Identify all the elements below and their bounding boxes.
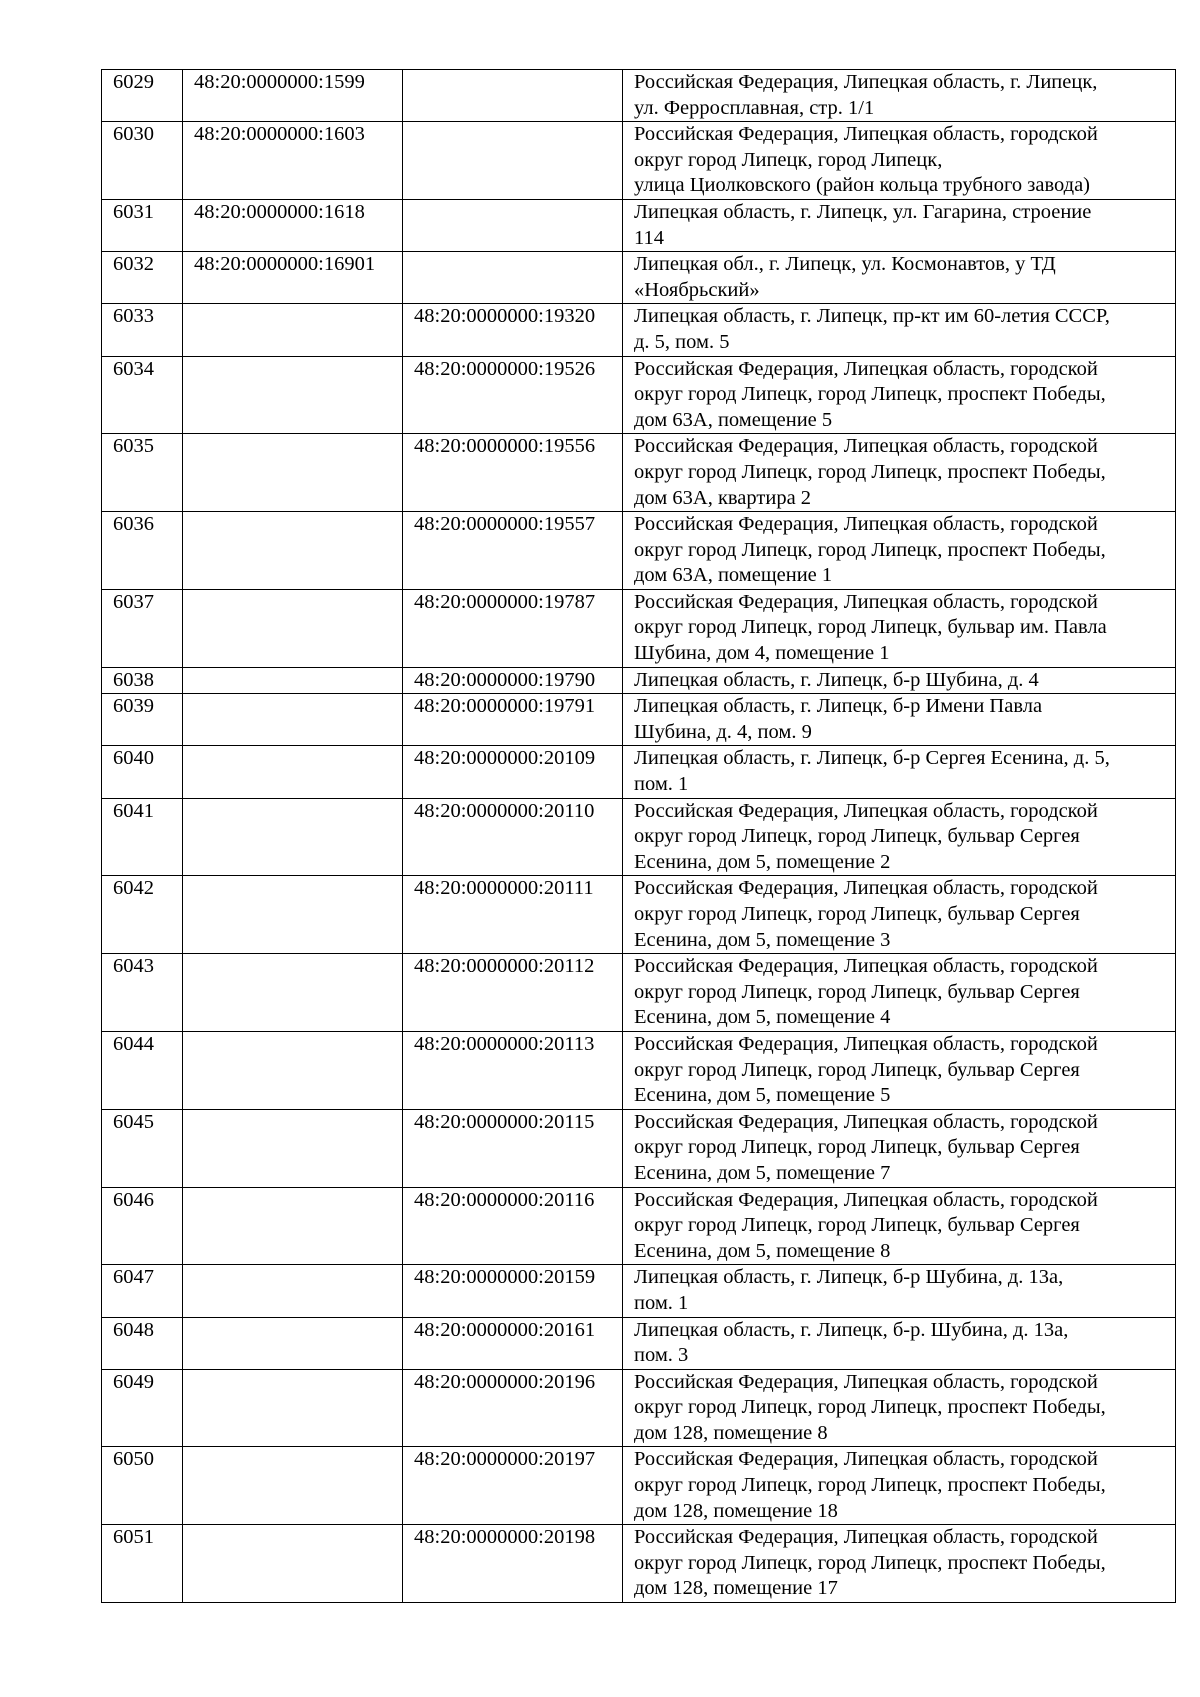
cadastral-number-cell [183,954,403,1032]
address-cell: Российская Федерация, Липецкая область, городской округ город Липецк, город Липецк, бульвар Сергея Есенина, дом 5, помещение 4 [623,954,1176,1032]
cadastral-number-cell [183,304,403,356]
row-number-cell: 6048 [102,1317,183,1369]
cadastral-number-new-cell: 48:20:0000000:20198 [403,1525,623,1603]
cadastral-number-new-cell [403,122,623,200]
address-cell: Липецкая область, г. Липецк, б-р. Шубина, д. 13а, пом. 3 [623,1317,1176,1369]
address-cell: Российская Федерация, Липецкая область, городской округ город Липецк, город Липецк, бульвар Сергея Есенина, дом 5, помещение 8 [623,1187,1176,1265]
table-row [102,694,1176,746]
address-cell: Российская Федерация, Липецкая область, городской округ город Липецк, город Липецк, бульвар Сергея Есенина, дом 5, помещение 5 [623,1031,1176,1109]
table-row [102,1317,1176,1369]
table-row [102,876,1176,954]
row-number-cell: 6030 [102,122,183,200]
table-row [102,512,1176,590]
table-row [102,1031,1176,1109]
registry-table [101,69,1176,1603]
table-row [102,1369,1176,1447]
table-row [102,304,1176,356]
cadastral-number-new-cell: 48:20:0000000:20112 [403,954,623,1032]
cadastral-number-new-cell: 48:20:0000000:19787 [403,589,623,667]
cadastral-number-cell [183,434,403,512]
cadastral-number-cell [183,512,403,590]
row-number-cell: 6050 [102,1447,183,1525]
cadastral-number-cell: 48:20:0000000:16901 [183,252,403,304]
table-row [102,1447,1176,1525]
address-cell: Липецкая область, г. Липецк, б-р Имени Павла Шубина, д. 4, пом. 9 [623,694,1176,746]
table-row [102,1525,1176,1603]
table-row [102,70,1176,122]
table-row [102,1109,1176,1187]
cadastral-number-new-cell: 48:20:0000000:20110 [403,798,623,876]
cadastral-number-new-cell: 48:20:0000000:19320 [403,304,623,356]
cadastral-number-cell [183,694,403,746]
cadastral-number-cell [183,1525,403,1603]
cadastral-number-new-cell: 48:20:0000000:20113 [403,1031,623,1109]
cadastral-number-cell [183,1109,403,1187]
row-number-cell: 6037 [102,589,183,667]
address-cell: Липецкая область, г. Липецк, б-р Шубина, д. 13а, пом. 1 [623,1265,1176,1317]
row-number-cell: 6046 [102,1187,183,1265]
cadastral-number-cell [183,1369,403,1447]
cadastral-number-cell [183,798,403,876]
cadastral-number-new-cell: 48:20:0000000:20116 [403,1187,623,1265]
row-number-cell: 6051 [102,1525,183,1603]
table-row [102,589,1176,667]
cadastral-number-new-cell: 48:20:0000000:20159 [403,1265,623,1317]
address-cell: Липецкая обл., г. Липецк, ул. Космонавтов, у ТД «Ноябрьский» [623,252,1176,304]
row-number-cell: 6042 [102,876,183,954]
cadastral-number-cell [183,746,403,798]
address-cell: Липецкая область, г. Липецк, б-р Сергея Есенина, д. 5, пом. 1 [623,746,1176,798]
row-number-cell: 6044 [102,1031,183,1109]
address-cell: Российская Федерация, Липецкая область, городской округ город Липецк, город Липецк, проспект Победы, дом 128, помещение 18 [623,1447,1176,1525]
cadastral-number-new-cell: 48:20:0000000:20197 [403,1447,623,1525]
table-row [102,356,1176,434]
row-number-cell: 6045 [102,1109,183,1187]
cadastral-number-cell [183,1447,403,1525]
cadastral-number-cell [183,667,403,694]
cadastral-number-cell: 48:20:0000000:1618 [183,199,403,251]
table-row [102,122,1176,200]
cadastral-number-new-cell: 48:20:0000000:19790 [403,667,623,694]
address-cell: Российская Федерация, Липецкая область, городской округ город Липецк, город Липецк, бульвар Сергея Есенина, дом 5, помещение 7 [623,1109,1176,1187]
address-cell: Липецкая область, г. Липецк, пр-кт им 60-летия СССР, д. 5, пом. 5 [623,304,1176,356]
cadastral-number-new-cell: 48:20:0000000:19526 [403,356,623,434]
cadastral-number-cell: 48:20:0000000:1599 [183,70,403,122]
address-cell: Российская Федерация, Липецкая область, городской округ город Липецк, город Липецк, бульвар им. Павла Шубина, дом 4, помещение 1 [623,589,1176,667]
table-row [102,667,1176,694]
row-number-cell: 6047 [102,1265,183,1317]
address-cell: Российская Федерация, Липецкая область, городской округ город Липецк, город Липецк, улица Циолковского (район кольца трубного завода) [623,122,1176,200]
address-cell: Российская Федерация, Липецкая область, городской округ город Липецк, город Липецк, проспект Победы, дом 63А, квартира 2 [623,434,1176,512]
address-cell: Российская Федерация, Липецкая область, городской округ город Липецк, город Липецк, проспект Победы, дом 63А, помещение 1 [623,512,1176,590]
table-row [102,746,1176,798]
table-row [102,954,1176,1032]
row-number-cell: 6033 [102,304,183,356]
row-number-cell: 6036 [102,512,183,590]
row-number-cell: 6043 [102,954,183,1032]
row-number-cell: 6038 [102,667,183,694]
registry-table-body [102,70,1176,1603]
row-number-cell: 6040 [102,746,183,798]
address-cell: Российская Федерация, Липецкая область, городской округ город Липецк, город Липецк, проспект Победы, дом 128, помещение 17 [623,1525,1176,1603]
row-number-cell: 6039 [102,694,183,746]
address-cell: Российская Федерация, Липецкая область, городской округ город Липецк, город Липецк, бульвар Сергея Есенина, дом 5, помещение 2 [623,798,1176,876]
address-cell: Российская Федерация, Липецкая область, городской округ город Липецк, город Липецк, проспект Победы, дом 128, помещение 8 [623,1369,1176,1447]
row-number-cell: 6049 [102,1369,183,1447]
cadastral-number-new-cell: 48:20:0000000:19556 [403,434,623,512]
cadastral-number-cell [183,1317,403,1369]
row-number-cell: 6035 [102,434,183,512]
cadastral-number-cell [183,876,403,954]
cadastral-number-cell [183,1031,403,1109]
cadastral-number-new-cell [403,252,623,304]
address-cell: Российская Федерация, Липецкая область, г. Липецк, ул. Ферросплавная, стр. 1/1 [623,70,1176,122]
row-number-cell: 6029 [102,70,183,122]
cadastral-number-cell [183,589,403,667]
address-cell: Российская Федерация, Липецкая область, городской округ город Липецк, город Липецк, проспект Победы, дом 63А, помещение 5 [623,356,1176,434]
table-row [102,1265,1176,1317]
address-cell: Липецкая область, г. Липецк, б-р Шубина, д. 4 [623,667,1176,694]
address-cell: Липецкая область, г. Липецк, ул. Гагарина, строение 114 [623,199,1176,251]
table-row [102,1187,1176,1265]
row-number-cell: 6041 [102,798,183,876]
address-cell: Российская Федерация, Липецкая область, городской округ город Липецк, город Липецк, бульвар Сергея Есенина, дом 5, помещение 3 [623,876,1176,954]
cadastral-number-new-cell [403,199,623,251]
cadastral-number-new-cell: 48:20:0000000:20196 [403,1369,623,1447]
table-row [102,199,1176,251]
cadastral-number-new-cell: 48:20:0000000:20115 [403,1109,623,1187]
row-number-cell: 6031 [102,199,183,251]
row-number-cell: 6034 [102,356,183,434]
cadastral-number-new-cell: 48:20:0000000:19791 [403,694,623,746]
cadastral-number-cell: 48:20:0000000:1603 [183,122,403,200]
cadastral-number-cell [183,1187,403,1265]
cadastral-number-new-cell: 48:20:0000000:20111 [403,876,623,954]
cadastral-number-cell [183,356,403,434]
row-number-cell: 6032 [102,252,183,304]
table-row [102,252,1176,304]
cadastral-number-new-cell: 48:20:0000000:20109 [403,746,623,798]
cadastral-number-cell [183,1265,403,1317]
cadastral-number-new-cell: 48:20:0000000:19557 [403,512,623,590]
cadastral-number-new-cell [403,70,623,122]
table-row [102,798,1176,876]
table-row [102,434,1176,512]
cadastral-number-new-cell: 48:20:0000000:20161 [403,1317,623,1369]
